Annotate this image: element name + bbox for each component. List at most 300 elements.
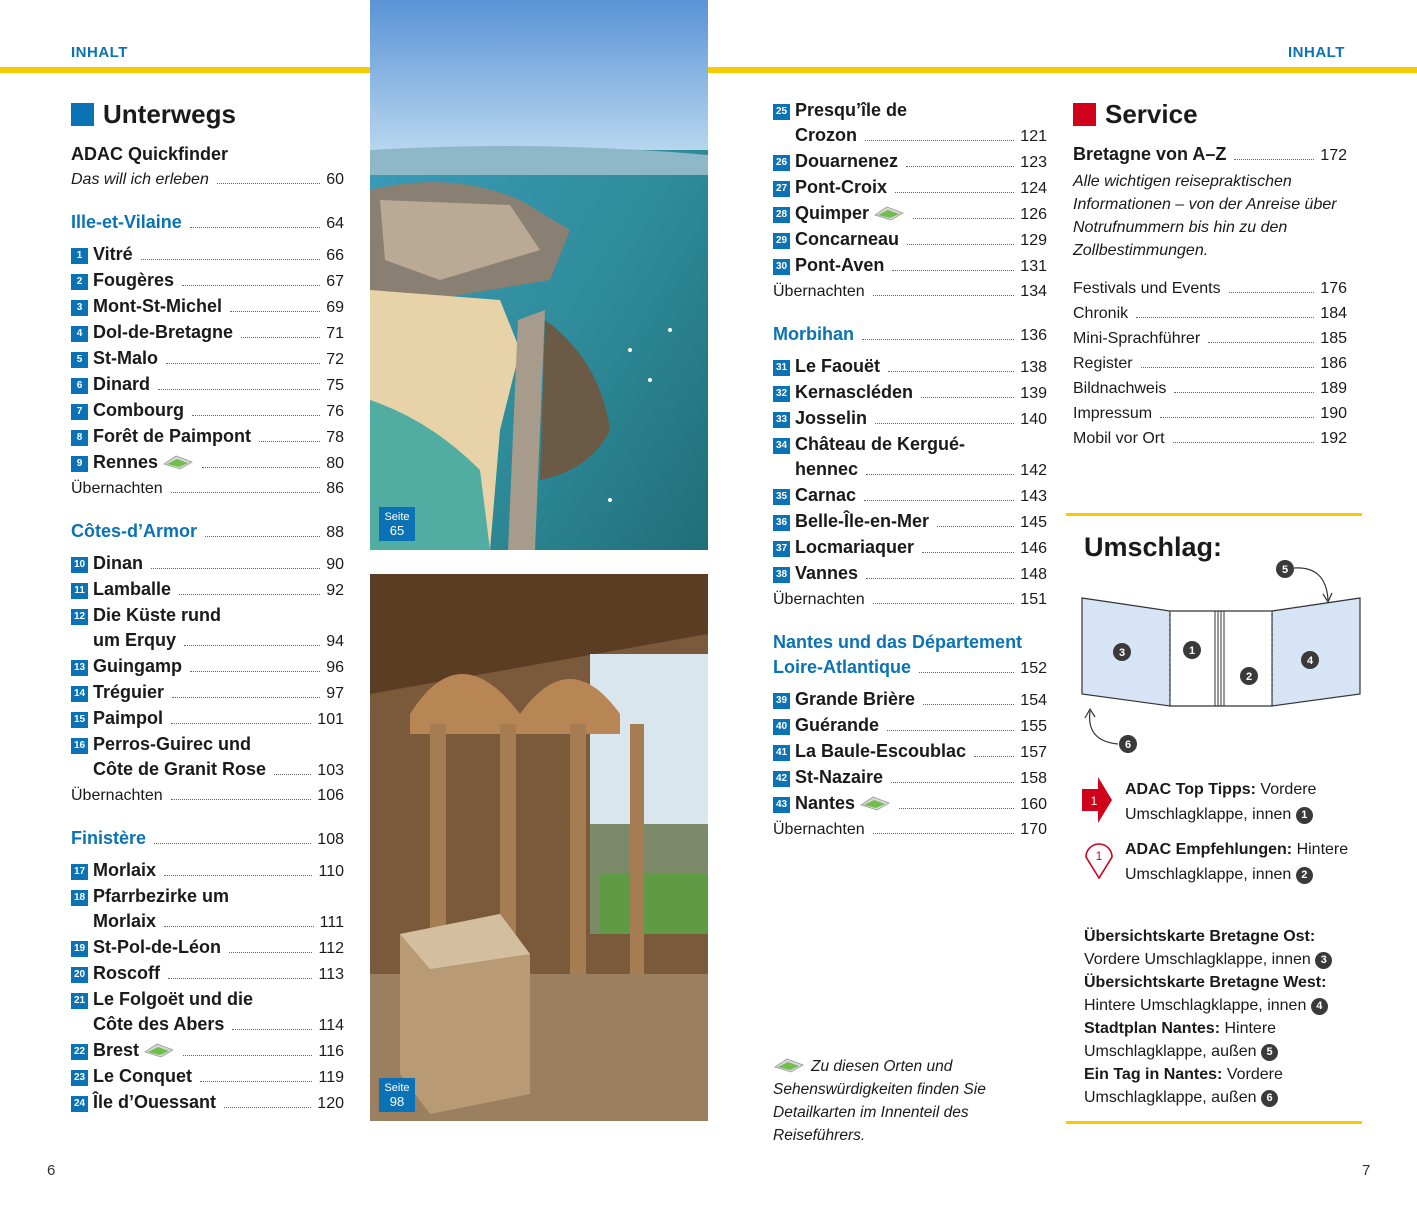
top-tipp-marker-icon	[1082, 777, 1114, 823]
leader-dots	[259, 441, 320, 442]
entry-page: 170	[1020, 821, 1047, 838]
toc-entry[interactable]	[773, 739, 1047, 765]
quickfinder-title[interactable]	[71, 142, 344, 167]
leader-dots	[913, 218, 1014, 219]
toc-entry[interactable]	[71, 577, 344, 603]
entry-number-badge: 27	[773, 181, 790, 197]
leader-dots	[864, 500, 1014, 501]
service-a-z-entry[interactable]	[1073, 142, 1347, 168]
page-number-left: 6	[47, 1162, 56, 1179]
toc-entry[interactable]	[71, 858, 344, 884]
entry-label: Mobil vor Ort	[1073, 430, 1165, 447]
entry-label: Chronik	[1073, 305, 1129, 322]
entry-page: 152	[1020, 660, 1047, 677]
toc-entry[interactable]	[71, 450, 344, 476]
entry-label: Finistère	[71, 828, 147, 848]
toc-entry[interactable]	[71, 987, 344, 1012]
entry-label: Register	[1073, 355, 1133, 372]
entry-number-badge: 19	[71, 941, 88, 957]
map-note: Zu diesen Orten und Sehenswürdigkeiten finden Sie Detailkarten im Innenteil des Reiseführers.	[773, 1058, 986, 1144]
entry-number-badge: 33	[773, 412, 790, 428]
leader-dots	[873, 833, 1015, 834]
entry-label: Lamballe	[93, 579, 172, 599]
uebernachten-entry[interactable]	[71, 783, 344, 808]
leader-dots	[1208, 342, 1314, 343]
entry-page: 129	[1020, 232, 1047, 249]
leader-dots	[224, 1107, 311, 1108]
uebernachten-entry[interactable]	[773, 587, 1047, 612]
entry-page: 186	[1320, 355, 1347, 372]
toc-entry-continued[interactable]	[71, 1012, 344, 1038]
entry-page: 126	[1020, 206, 1047, 223]
entry-number-badge: 17	[71, 864, 88, 880]
entry-page: 78	[326, 429, 344, 446]
entry-page: 66	[326, 247, 344, 264]
leader-dots	[922, 552, 1014, 553]
leader-dots	[168, 978, 312, 979]
leader-dots	[937, 526, 1014, 527]
entry-page: 185	[1320, 330, 1347, 347]
entry-page: 160	[1020, 796, 1047, 813]
entry-page: 120	[317, 1095, 344, 1112]
leader-dots	[241, 337, 320, 338]
leader-dots	[205, 536, 320, 537]
entry-label: Grande Brière	[795, 689, 916, 709]
entry-label: Guingamp	[93, 656, 182, 676]
entry-page: 67	[326, 273, 344, 290]
leader-dots	[202, 467, 320, 468]
leader-dots	[230, 311, 320, 312]
svg-text:1: 1	[1095, 849, 1103, 863]
entry-page: 86	[326, 480, 344, 497]
leader-dots	[164, 875, 312, 876]
leader-dots	[1174, 392, 1314, 393]
entry-page: 190	[1320, 405, 1347, 422]
umschlag-title: Umschlag:	[1084, 532, 1223, 562]
entry-label: Brest	[93, 1040, 140, 1060]
entry-page: 80	[326, 455, 344, 472]
region-heading[interactable]	[773, 630, 1047, 655]
entry-page: 172	[1320, 147, 1347, 164]
entry-label: hennec	[795, 459, 859, 479]
leader-dots	[179, 594, 320, 595]
entry-number-badge: 4	[71, 326, 88, 342]
entry-page: 143	[1020, 488, 1047, 505]
toc-entry[interactable]	[773, 406, 1047, 432]
leader-dots	[923, 704, 1014, 705]
toc-entry-continued[interactable]	[71, 628, 344, 654]
toc-entry[interactable]	[773, 687, 1047, 713]
uebernachten-entry[interactable]	[773, 279, 1047, 304]
toc-entry[interactable]	[71, 961, 344, 987]
entry-number-badge: 31	[773, 360, 790, 376]
entry-label: St-Pol-de-Léon	[93, 937, 221, 957]
leader-dots	[873, 295, 1015, 296]
entry-label: Concarneau	[795, 229, 900, 249]
entry-page: 184	[1320, 305, 1347, 322]
entry-number-badge: 1	[71, 248, 88, 264]
entry-number-badge: 10	[71, 557, 88, 573]
toc-entry[interactable]	[71, 935, 344, 961]
svg-text:4: 4	[1306, 655, 1314, 667]
toc-entry[interactable]	[71, 320, 344, 346]
toc-column-service	[1073, 98, 1347, 451]
toc-entry[interactable]	[71, 268, 344, 294]
entry-page: 116	[318, 1043, 344, 1060]
quickfinder-entry[interactable]	[71, 167, 344, 192]
leader-dots	[232, 1029, 312, 1030]
entry-label: Perros-Guirec und	[93, 734, 252, 754]
entry-label: Mont-St-Michel	[93, 296, 222, 316]
toc-entry[interactable]	[71, 346, 344, 372]
toc-entry[interactable]	[773, 509, 1047, 535]
toc-entry[interactable]	[71, 1038, 344, 1064]
entry-page: 145	[1020, 514, 1047, 531]
toc-entry-continued[interactable]	[773, 457, 1047, 483]
entry-number-badge: 20	[71, 967, 88, 983]
toc-entry[interactable]	[773, 561, 1047, 587]
toc-entry-continued[interactable]	[71, 909, 344, 935]
entry-number-badge: 14	[71, 686, 88, 702]
leader-dots	[866, 474, 1014, 475]
leader-dots	[141, 259, 321, 260]
service-entry[interactable]	[1073, 301, 1347, 326]
entry-label: Le Faouët	[795, 356, 881, 376]
leader-dots	[171, 723, 311, 724]
entry-number-badge: 24	[71, 1096, 88, 1112]
entry-page: 192	[1320, 430, 1347, 447]
toc-entry[interactable]	[71, 372, 344, 398]
entry-label: Pont-Croix	[795, 177, 887, 197]
entry-label: Le Folgoët und die	[93, 989, 253, 1009]
toc-entry[interactable]	[71, 680, 344, 706]
entry-page: 155	[1020, 718, 1047, 735]
entry-label: Belle-Île-en-Mer	[795, 511, 930, 531]
entry-number-badge: 36	[773, 515, 790, 531]
entry-page: 142	[1020, 462, 1047, 479]
entry-page: 140	[1020, 411, 1047, 428]
entry-label: Château de Kergué-	[795, 434, 966, 454]
entry-page: 88	[326, 524, 344, 541]
entry-page: 113	[318, 966, 344, 983]
service-a-z-description: Alle wichtigen reisepraktischen Informationen – von der Anreise über Notrufnummern bis hin zu den Zollbestimmungen.	[1073, 173, 1337, 259]
region-heading[interactable]	[773, 322, 1047, 348]
leader-dots	[182, 285, 320, 286]
entry-page: 154	[1020, 692, 1047, 709]
legend-top-tipps: 1 ADAC Top Tipps: Vordere Umschlagklappe, innen 1	[1084, 777, 1316, 827]
entry-label: Côtes-d’Armor	[71, 521, 198, 541]
entry-page: 123	[1020, 154, 1047, 171]
entry-number-badge: 37	[773, 541, 790, 557]
entry-number-badge: 21	[71, 993, 88, 1009]
leader-dots	[190, 227, 320, 228]
entry-page: 108	[317, 831, 344, 848]
entry-label: Die Küste rund	[93, 605, 222, 625]
service-entry[interactable]	[1073, 401, 1347, 426]
entry-label: Impressum	[1073, 405, 1153, 422]
toc-entry[interactable]	[71, 424, 344, 450]
map-reference: Übersichtskarte Bretagne West: Hintere Umschlagklappe, innen 4	[1084, 974, 1327, 1014]
entry-label: Crozon	[795, 125, 857, 145]
uebernachten-entry[interactable]	[71, 476, 344, 501]
entry-label: Locmariaquer	[795, 537, 915, 557]
svg-text:3: 3	[1118, 647, 1126, 659]
entry-page: 134	[1020, 283, 1047, 300]
svg-text:2: 2	[1245, 671, 1253, 683]
entry-page: 103	[317, 762, 344, 779]
toc-entry-continued[interactable]	[71, 757, 344, 783]
entry-number-badge: 26	[773, 155, 790, 171]
entry-page: 131	[1020, 258, 1047, 275]
toc-entry[interactable]	[71, 1064, 344, 1090]
leader-dots	[184, 645, 320, 646]
page-number-right: 7	[1362, 1162, 1371, 1179]
toc-entry[interactable]	[773, 175, 1047, 201]
entry-number-badge: 25	[773, 104, 790, 120]
entry-number-badge: 5	[71, 352, 88, 368]
entry-label: Morlaix	[93, 860, 157, 880]
leader-dots	[919, 672, 1014, 673]
entry-page: 157	[1020, 744, 1047, 761]
toc-entry[interactable]	[773, 432, 1047, 457]
leader-dots	[907, 244, 1014, 245]
toc-entry[interactable]	[71, 242, 344, 268]
region-heading[interactable]	[71, 826, 344, 852]
region-heading[interactable]	[71, 210, 344, 236]
leader-dots	[865, 140, 1014, 141]
entry-number-badge: 35	[773, 489, 790, 505]
leader-dots	[151, 568, 320, 569]
photo-cloister	[370, 574, 708, 1121]
entry-page: 112	[318, 940, 344, 957]
entry-number-badge: 28	[773, 207, 790, 223]
entry-number-badge: 30	[773, 259, 790, 275]
leader-dots	[154, 843, 311, 844]
entry-label: Carnac	[795, 485, 857, 505]
legend-empfehlungen: 1 ADAC Empfehlungen: Hintere Umschlagklappe, innen 2	[1084, 837, 1348, 887]
leader-dots	[1234, 159, 1314, 160]
service-entry[interactable]	[1073, 376, 1347, 401]
toc-entry[interactable]	[773, 765, 1047, 791]
leader-dots	[1229, 292, 1315, 293]
leader-dots	[892, 270, 1014, 271]
map-reference: Stadtplan Nantes: Hintere Umschlagklappe, außen 5	[1084, 1020, 1277, 1060]
section-marker	[1073, 103, 1096, 126]
leader-dots	[906, 166, 1014, 167]
entry-label: Roscoff	[93, 963, 160, 983]
detail-map-icon	[773, 1057, 805, 1073]
entry-page: 151	[1020, 591, 1047, 608]
entry-page: 60	[326, 171, 344, 188]
leader-dots	[200, 1081, 312, 1082]
toc-entry[interactable]	[71, 732, 344, 757]
leader-dots	[229, 952, 312, 953]
toc-column-unterwegs	[71, 98, 344, 1116]
entry-number-badge: 18	[71, 890, 88, 906]
entry-number-badge: 23	[71, 1070, 88, 1086]
leader-dots	[183, 1055, 312, 1056]
entry-number-badge: 38	[773, 567, 790, 583]
leader-dots	[891, 782, 1014, 783]
leader-dots	[190, 671, 320, 672]
leader-dots	[888, 371, 1014, 372]
entry-label: Bretagne von A–Z	[1073, 144, 1227, 164]
entry-page: 119	[318, 1069, 344, 1086]
entry-label: Pont-Aven	[795, 255, 885, 275]
entry-page: 71	[326, 325, 344, 342]
leader-dots	[873, 603, 1015, 604]
leader-dots	[1141, 367, 1315, 368]
entry-number-badge: 16	[71, 738, 88, 754]
toc-entry[interactable]	[773, 535, 1047, 561]
entry-label: Rennes	[93, 452, 159, 472]
entry-label: Côte des Abers	[93, 1014, 225, 1034]
detail-map-icon	[873, 205, 905, 221]
entry-page: 124	[1020, 180, 1047, 197]
toc-entry[interactable]	[773, 380, 1047, 406]
toc-entry[interactable]	[773, 98, 1047, 123]
map-reference: Übersichtskarte Bretagne Ost: Vordere Umschlagklappe, innen 3	[1084, 925, 1364, 971]
toc-entry[interactable]	[773, 201, 1047, 227]
entry-label: Übernachten	[773, 283, 865, 300]
entry-number-badge: 11	[71, 583, 88, 599]
entry-label: Josselin	[795, 408, 868, 428]
toc-entry[interactable]	[71, 654, 344, 680]
entry-page: 121	[1020, 128, 1047, 145]
leader-dots	[1160, 417, 1314, 418]
photo-page-badge: Seite 65	[379, 507, 415, 541]
entry-number-badge: 12	[71, 609, 88, 625]
entry-page: 94	[326, 633, 344, 650]
toc-entry[interactable]	[71, 294, 344, 320]
detail-map-icon	[143, 1042, 175, 1058]
entry-page: 75	[326, 377, 344, 394]
entry-page: 69	[326, 299, 344, 316]
entry-page: 97	[326, 685, 344, 702]
service-entry[interactable]	[1073, 351, 1347, 376]
toc-column-continued	[773, 98, 1047, 842]
service-entry[interactable]	[1073, 426, 1347, 451]
service-entry[interactable]	[1073, 276, 1347, 301]
leader-dots	[895, 192, 1014, 193]
entry-number-badge: 13	[71, 660, 88, 676]
cover-flap-diagram	[1076, 556, 1366, 756]
toc-entry[interactable]	[71, 1090, 344, 1116]
entry-label: La Baule-Escoublac	[795, 741, 967, 761]
toc-entry[interactable]	[773, 791, 1047, 817]
leader-dots	[172, 697, 320, 698]
entry-label: Mini-Sprachführer	[1073, 330, 1201, 347]
entry-label: Vitré	[93, 244, 133, 264]
svg-text:1: 1	[1090, 794, 1098, 808]
photo-st-malo	[370, 0, 708, 550]
entry-label: Ille-et-Vilaine	[71, 212, 182, 232]
entry-number-badge: 43	[773, 797, 790, 813]
entry-number-badge: 22	[71, 1044, 88, 1060]
entry-label: Quimper	[795, 203, 870, 223]
entry-label: Das will ich erleben	[71, 171, 209, 188]
entry-page: 110	[318, 863, 344, 880]
entry-label: St-Malo	[93, 348, 158, 368]
entry-label: Combourg	[93, 400, 184, 420]
entry-number-badge: 15	[71, 712, 88, 728]
entry-label: Morlaix	[93, 911, 157, 931]
leader-dots	[192, 415, 320, 416]
entry-page: 136	[1020, 327, 1047, 344]
service-entry[interactable]	[1073, 326, 1347, 351]
entry-label: Übernachten	[773, 591, 865, 608]
entry-number-badge: 7	[71, 404, 88, 420]
toc-entry[interactable]	[773, 253, 1047, 279]
header-rule-left	[0, 67, 370, 73]
svg-text:1: 1	[1188, 645, 1196, 657]
entry-label: Übernachten	[773, 821, 865, 838]
toc-entry[interactable]	[773, 227, 1047, 253]
entry-label: Paimpol	[93, 708, 164, 728]
entry-number-badge: 6	[71, 378, 88, 394]
detail-map-icon	[162, 454, 194, 470]
entry-label: Le Conquet	[93, 1066, 192, 1086]
toc-entry-continued[interactable]	[773, 123, 1047, 149]
leader-dots	[887, 730, 1014, 731]
toc-entry[interactable]	[71, 551, 344, 577]
toc-entry[interactable]	[71, 706, 344, 732]
entry-label: Bildnachweis	[1073, 380, 1167, 397]
entry-number-badge: 42	[773, 771, 790, 787]
entry-label: Côte de Granit Rose	[93, 759, 267, 779]
entry-page: 76	[326, 403, 344, 420]
leader-dots	[875, 423, 1014, 424]
photo-page-badge: Seite 98	[379, 1078, 415, 1112]
entry-label: Dinan	[93, 553, 144, 573]
uebernachten-entry[interactable]	[773, 817, 1047, 842]
entry-page: 96	[326, 659, 344, 676]
entry-label: ADAC Quickfinder	[71, 144, 229, 164]
toc-entry[interactable]	[773, 354, 1047, 380]
section-marker	[71, 103, 94, 126]
entry-label: um Erquy	[93, 630, 177, 650]
toc-entry[interactable]	[773, 713, 1047, 739]
running-header-left: INHALT	[71, 44, 128, 61]
entry-page: 176	[1320, 280, 1347, 297]
section-title-unterwegs: Unterwegs	[71, 98, 344, 130]
toc-entry[interactable]	[71, 398, 344, 424]
header-rule-right	[708, 67, 1417, 73]
entry-page: 111	[319, 914, 344, 931]
toc-entry[interactable]	[71, 603, 344, 628]
toc-entry[interactable]	[773, 149, 1047, 175]
toc-entry[interactable]	[71, 884, 344, 909]
entry-page: 189	[1320, 380, 1347, 397]
entry-label: Morbihan	[773, 324, 854, 344]
entry-label: Tréguier	[93, 682, 165, 702]
region-heading[interactable]	[71, 519, 344, 545]
toc-entry[interactable]	[773, 483, 1047, 509]
cloister-image	[370, 574, 708, 1121]
region-heading-continued[interactable]	[773, 655, 1047, 681]
empfehlung-marker-icon	[1084, 841, 1114, 879]
entry-label: Übernachten	[71, 787, 163, 804]
map-reference: Ein Tag in Nantes: Vordere Umschlagklappe, außen 6	[1084, 1066, 1283, 1106]
entry-label: Île d’Ouessant	[93, 1092, 217, 1112]
leader-dots	[164, 926, 314, 927]
leader-dots	[274, 774, 311, 775]
entry-page: 139	[1020, 385, 1047, 402]
entry-label: Guérande	[795, 715, 880, 735]
section-title-service: Service	[1073, 98, 1347, 130]
entry-page: 146	[1020, 540, 1047, 557]
svg-text:6: 6	[1124, 739, 1132, 751]
